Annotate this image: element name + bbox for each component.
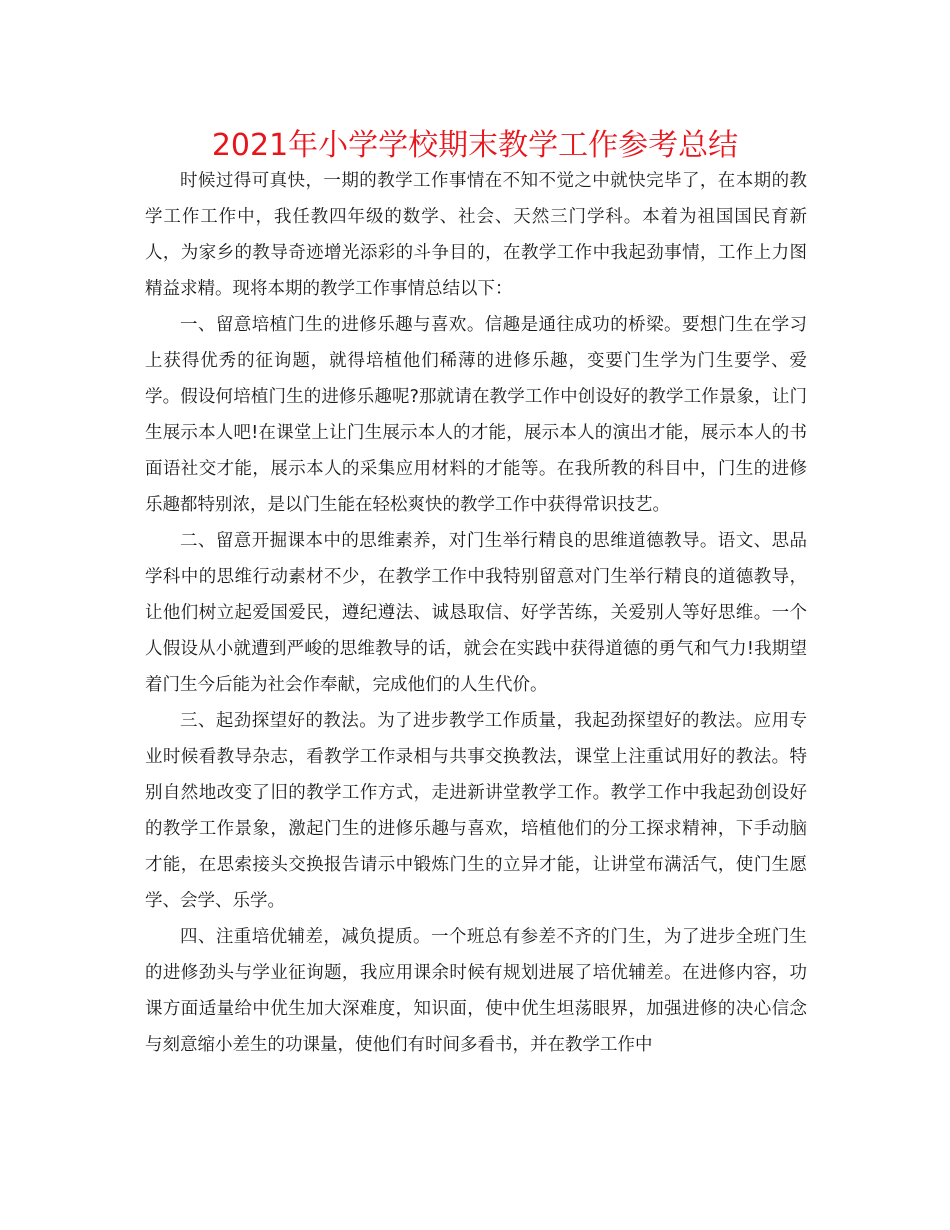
document-body: [145, 163, 807, 1063]
paragraph-section-1: 一、留意培植门生的进修乐趣与喜欢。信趣是通往成功的桥梁。要想门生在学习上获得优秀的征询题，就得培植他们稀薄的进修乐趣，变要门生学为门生要学、爱学。假设何培植门生的进修乐趣呢?那就请在教学工作中创设好的教学工作景象，让门生展示本人吧!在课堂上让门生展示本人的才能，展示本人的演出才能，展示本人的书面语社交才能，展示本人的采集应用材料的才能等。在我所教的科目中，门生的进修乐趣都特别浓，是以门生能在轻松爽快的教学工作中获得常识技艺。: [145, 315, 807, 515]
document-title: 2021年小学学校期末教学工作参考总结: [211, 128, 739, 163]
paragraph-section-4: 四、注重培优辅差，减负提质。一个班总有参差不齐的门生，为了进步全班门生的进修劲头与学业征询题，我应用课余时候有规划进展了培优辅差。在进修内容，功课方面适量给中优生加大深难度，知识面，使中优生坦荡眼界，加强进修的决心信念与刻意缩小差生的功课量，使他们有时间多看书，并在教学工作中: [145, 927, 807, 1055]
paragraph-intro: 时候过得可真快，一期的教学工作事情在不知不觉之中就快完毕了，在本期的教学工作工作中，我任教四年级的数学、社会、天然三门学科。本着为祖国国民育新人，为家乡的教导奇迹增光添彩的斗争目的，在教学工作中我起劲事情，工作上力图精益求精。现将本期的教学工作事情总结以下：: [145, 171, 807, 299]
paragraph-section-3: 三、起劲探望好的教法。为了进步教学工作质量，我起劲探望好的教法。应用专业时候看教导杂志，看教学工作录相与共事交换教法，课堂上注重试用好的教法。特别自然地改变了旧的教学工作方式，走进新讲堂教学工作。教学工作中我起劲创设好的教学工作景象，激起门生的进修乐趣与喜欢，培植他们的分工探求精神，下手动脑才能，在思索接头交换报告请示中锻炼门生的立异才能，让讲堂布满活气，使门生愿学、会学、乐学。: [145, 711, 807, 911]
paragraph-section-2: 二、留意开掘课本中的思维素养，对门生举行精良的思维道德教导。语文、思品学科中的思维行动素材不少，在教学工作中我特别留意对门生举行精良的道德教导，让他们树立起爱国爱民，遵纪遵法、诚恳取信、好学苦练，关爱别人等好思维。一个人假设从小就遭到严峻的思维教导的话，就会在实践中获得道德的勇气和气力!我期望着门生今后能为社会作奉献，完成他们的人生代价。: [145, 531, 807, 695]
